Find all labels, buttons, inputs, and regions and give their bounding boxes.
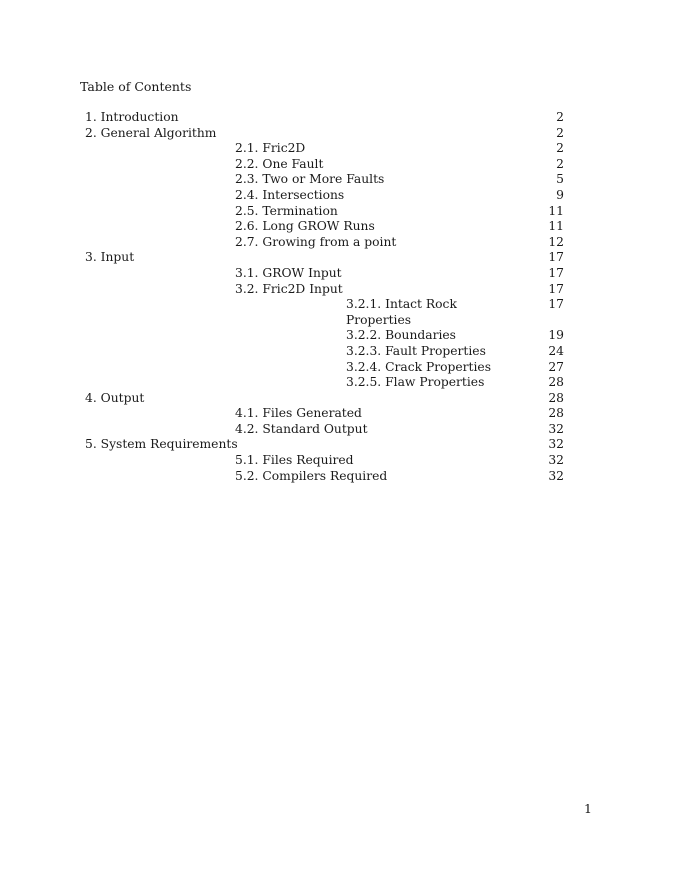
toc-entry-page: 5 bbox=[556, 172, 564, 187]
page-number: 1 bbox=[584, 801, 592, 816]
toc-entry-page: 2 bbox=[556, 141, 564, 156]
toc-entry-label: 2.6. Long GROW Runs bbox=[235, 219, 375, 234]
toc-entry-label: 2.5. Termination bbox=[235, 203, 338, 218]
toc-entry bbox=[0, 204, 680, 220]
toc-entry bbox=[0, 157, 680, 173]
toc-entry-label: 2.1. Fric2D bbox=[235, 141, 306, 156]
toc-entry-page: 32 bbox=[548, 421, 564, 436]
toc-entry bbox=[0, 126, 680, 142]
toc-entry-label: 2.4. Intersections bbox=[235, 187, 345, 202]
toc-entry-label: 5.1. Files Required bbox=[235, 453, 354, 468]
toc-entry-page: 17 bbox=[548, 250, 564, 265]
toc-entry-page: 12 bbox=[548, 234, 564, 249]
toc-entry-label: 3.2.2. Boundaries bbox=[346, 328, 456, 343]
toc-entry bbox=[0, 172, 680, 188]
toc-entry-page: 28 bbox=[548, 406, 564, 421]
toc-entry-page: 2 bbox=[556, 110, 564, 124]
toc-entry-page: 19 bbox=[548, 328, 564, 343]
toc-entry-label: 2.3. Two or More Faults bbox=[235, 172, 385, 187]
toc-entry bbox=[0, 282, 680, 298]
toc-entry-page: 9 bbox=[556, 187, 564, 202]
toc-entry-label: 3.2.4. Crack Properties bbox=[346, 359, 492, 374]
toc-entry-label: 3.2.1. Intact Rock Properties bbox=[346, 297, 457, 327]
toc-entry-label: 3.2.5. Flaw Properties bbox=[346, 375, 485, 390]
toc-entry-page: 28 bbox=[548, 375, 564, 390]
toc-entry-page: 32 bbox=[548, 468, 564, 483]
toc-entry-page: 24 bbox=[548, 343, 564, 358]
toc-entry bbox=[0, 375, 680, 391]
toc-entry bbox=[0, 360, 680, 376]
table-of-contents bbox=[0, 110, 680, 484]
toc-entry-page: 2 bbox=[556, 125, 564, 140]
toc-entry bbox=[0, 437, 680, 453]
toc-entry-page: 32 bbox=[548, 437, 564, 452]
toc-entry bbox=[0, 219, 680, 235]
toc-entry-page: 11 bbox=[548, 219, 564, 234]
toc-entry-label: 2.7. Growing from a point bbox=[235, 234, 397, 249]
toc-entry-label: 3.1. GROW Input bbox=[235, 265, 342, 280]
toc-entry bbox=[0, 250, 680, 266]
toc-entry bbox=[0, 344, 680, 360]
toc-entry-page: 28 bbox=[548, 390, 564, 405]
toc-entry-label: 3. Input bbox=[85, 250, 135, 265]
toc-entry-page: 32 bbox=[548, 453, 564, 468]
toc-entry-label: 3.2.3. Fault Properties bbox=[346, 343, 486, 358]
toc-entry bbox=[0, 406, 680, 422]
toc-entry-label: 3.2. Fric2D Input bbox=[235, 281, 343, 296]
toc-entry-page: 27 bbox=[548, 359, 564, 374]
toc-entry bbox=[0, 188, 680, 204]
toc-entry-page: 17 bbox=[548, 265, 564, 280]
toc-entry bbox=[0, 141, 680, 157]
toc-entry-page: 17 bbox=[548, 281, 564, 296]
toc-entry-label: 4. Output bbox=[85, 390, 145, 405]
toc-entry-label: 4.2. Standard Output bbox=[235, 421, 368, 436]
toc-entry-page: 17 bbox=[548, 297, 564, 312]
toc-entry-label: 5. System Requirements bbox=[85, 437, 238, 452]
toc-entry bbox=[0, 391, 680, 407]
toc-entry bbox=[0, 297, 680, 328]
toc-entry bbox=[0, 469, 680, 485]
toc-entry bbox=[0, 266, 680, 282]
toc-entry bbox=[0, 235, 680, 251]
toc-entry-page: 2 bbox=[556, 156, 564, 171]
toc-entry bbox=[0, 422, 680, 438]
toc-entry-page: 11 bbox=[548, 203, 564, 218]
toc-entry-label: 2.2. One Fault bbox=[235, 156, 324, 171]
toc-entry bbox=[0, 110, 680, 126]
page-title: Table of Contents bbox=[80, 79, 192, 94]
toc-entry-label: 1. Introduction bbox=[85, 110, 179, 124]
toc-entry-label: 2. General Algorithm bbox=[85, 125, 217, 140]
toc-entry bbox=[0, 453, 680, 469]
toc-entry-label: 4.1. Files Generated bbox=[235, 406, 362, 421]
toc-entry-label: 5.2. Compilers Required bbox=[235, 468, 388, 483]
toc-entry bbox=[0, 328, 680, 344]
